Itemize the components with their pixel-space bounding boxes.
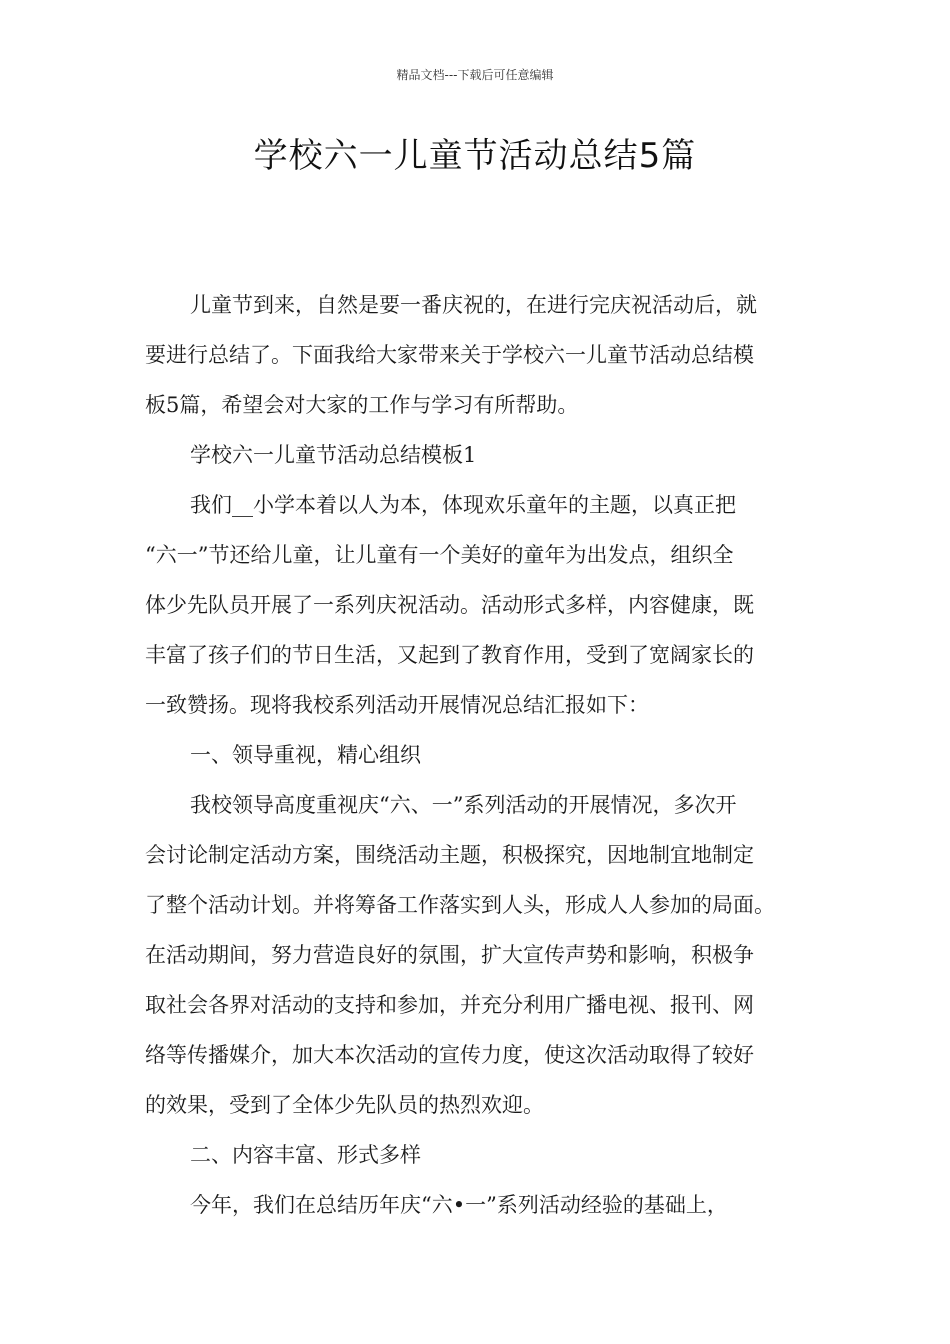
text-line: 我校领导高度重视庆“六、一”系列活动的开展情况，多次开 xyxy=(190,793,737,817)
text-line: 的效果，受到了全体少先队员的热烈欢迎。 xyxy=(145,1093,544,1117)
document-body xyxy=(145,280,815,1230)
text-line: 会讨论制定活动方案，围绕活动主题，积极探究，因地制宜地制定 xyxy=(145,843,754,867)
document-title: 学校六一儿童节活动总结5篇 xyxy=(253,136,697,176)
text-line: 儿童节到来，自然是要一番庆祝的，在进行完庆祝活动后，就 xyxy=(190,293,757,317)
text-line: 取社会各界对活动的支持和参加，并充分利用广播电视、报刊、网 xyxy=(145,993,754,1017)
text-line: 一致赞扬。现将我校系列活动开展情况总结汇报如下： xyxy=(145,693,649,717)
text-line: 络等传播媒介，加大本次活动的宣传力度，使这次活动取得了较好 xyxy=(145,1043,754,1067)
text-line: “六一”节还给儿童，让儿童有一个美好的童年为出发点，组织全 xyxy=(145,543,734,567)
text-line: 板5篇，希望会对大家的工作与学习有所帮助。 xyxy=(145,393,579,417)
page-header: 精品文档---下载后可任意编辑 xyxy=(396,68,554,82)
text-line: 丰富了孩子们的节日生活，又起到了教育作用，受到了宽阔家长的 xyxy=(145,643,754,667)
text-line: 学校六一儿童节活动总结模板1 xyxy=(190,443,477,467)
text-line: 了整个活动计划。并将筹备工作落实到人头，形成人人参加的局面。 xyxy=(145,893,775,917)
text-line: 今年，我们在总结历年庆“六•一”系列活动经验的基础上， xyxy=(190,1193,728,1217)
text-line: 一、领导重视，精心组织 xyxy=(190,743,421,767)
text-line: 要进行总结了。下面我给大家带来关于学校六一儿童节活动总结模 xyxy=(145,343,754,367)
text-line: 我们__小学本着以人为本，体现欢乐童年的主题，以真正把 xyxy=(190,493,736,517)
text-line: 二、内容丰富、形式多样 xyxy=(190,1143,421,1167)
text-line: 在活动期间，努力营造良好的氛围，扩大宣传声势和影响，积极争 xyxy=(145,943,754,967)
text-line: 体少先队员开展了一系列庆祝活动。活动形式多样，内容健康，既 xyxy=(145,593,754,617)
